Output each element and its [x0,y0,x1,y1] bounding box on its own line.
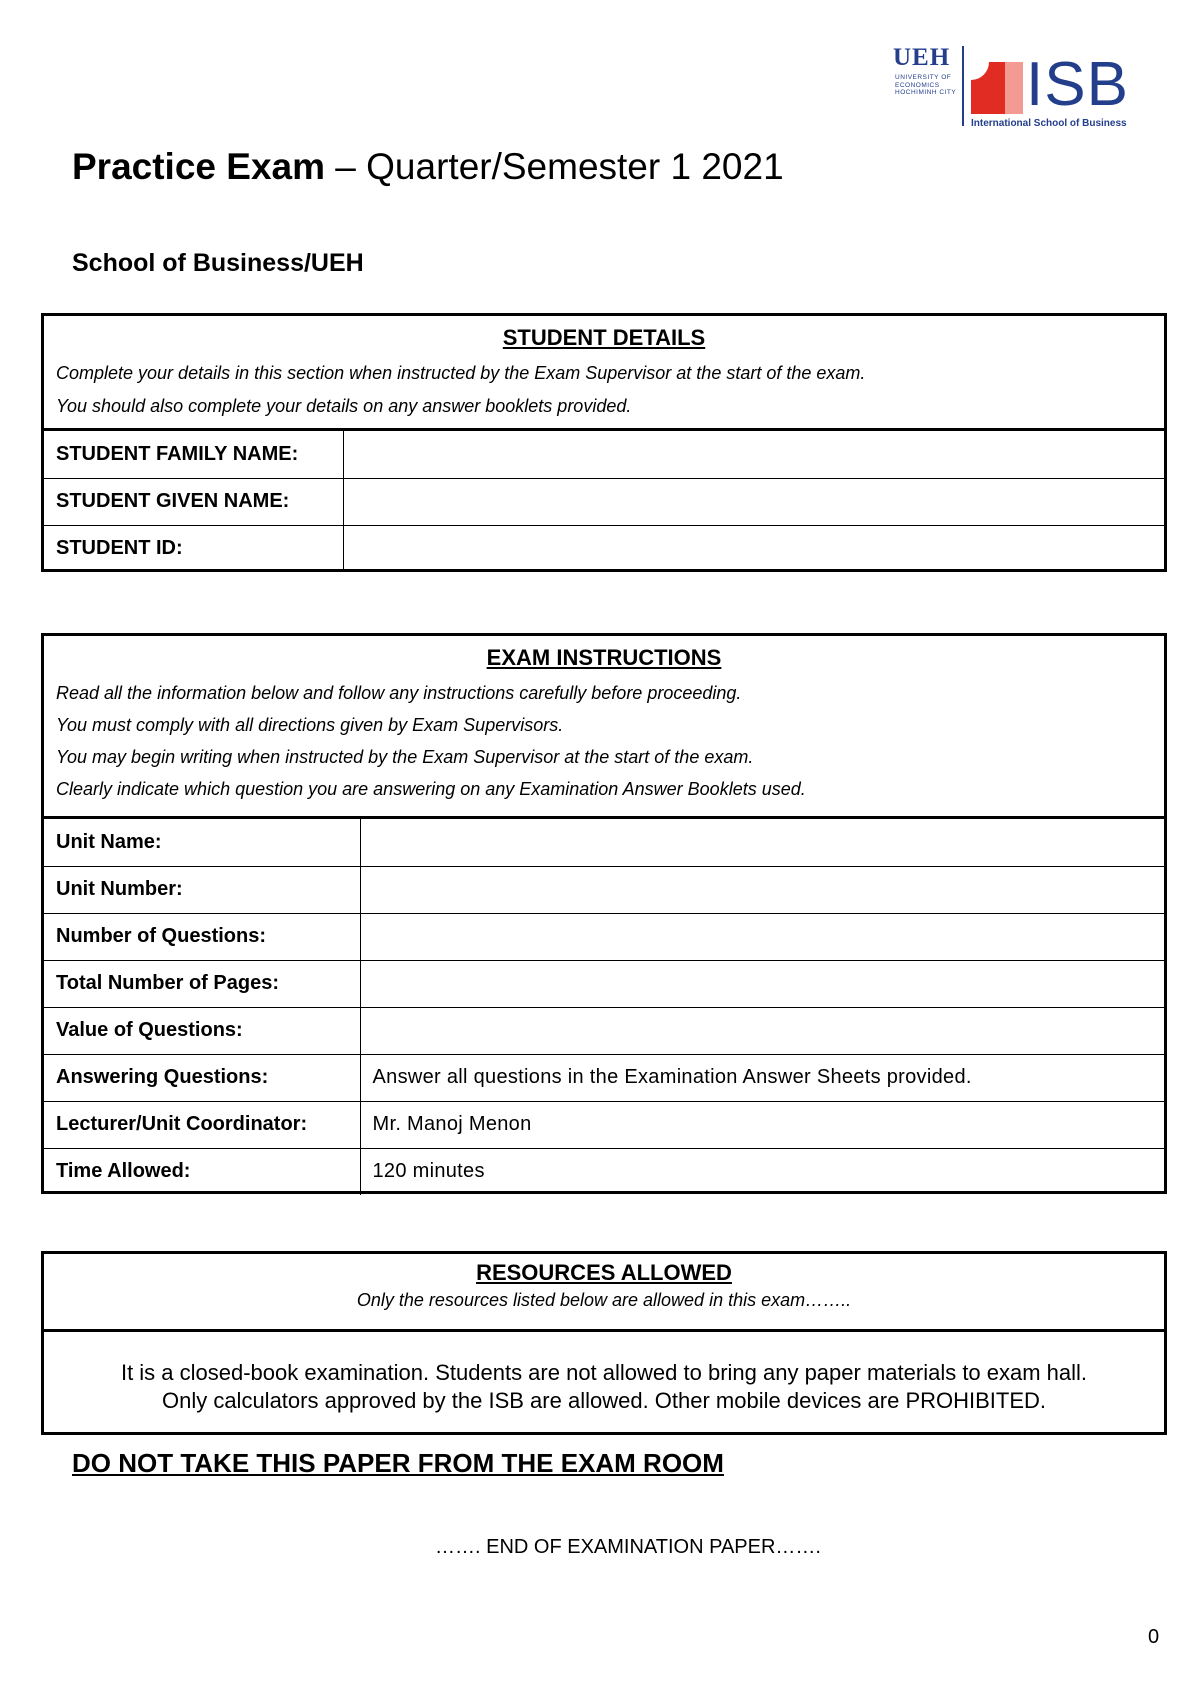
exam-instructions-header [44,636,1164,819]
field-label: STUDENT FAMILY NAME: [44,431,343,478]
logo-divider [962,46,964,126]
ueh-subtitle [895,74,959,97]
field-label: Unit Name: [44,819,360,866]
resources-line: Only calculators approved by the ISB are allowed. Other mobile devices are PROHIBITED. [161,1388,1047,1413]
end-of-paper: ……. END OF EXAMINATION PAPER……. [435,1536,821,1558]
title-bold: Practice Exam [72,146,326,187]
school-name: School of Business/UEH [72,249,364,277]
field-label: Answering Questions: [44,1054,360,1101]
ueh-subtitle-line: ECONOMICS [895,81,940,89]
student-family-name-field[interactable] [343,431,1164,478]
field-label: STUDENT GIVEN NAME: [44,478,343,525]
table-row [44,431,1164,478]
page-number: 0 [1148,1626,1160,1648]
field-label: Value of Questions: [44,1007,360,1054]
table-row [44,1101,1164,1148]
student-id-field[interactable] [343,525,1164,572]
number-of-questions-value[interactable] [360,913,1164,960]
unit-name-value[interactable] [360,819,1164,866]
isb-full-name: International School of Business [971,118,1127,129]
table-row [44,913,1164,960]
instruction-line: You may begin writing when instructed by the Exam Supervisor at the start of the exam. [56,747,754,767]
page-title [72,146,784,188]
field-label: Unit Number: [44,866,360,913]
section-heading: EXAM INSTRUCTIONS [486,645,722,670]
value-of-questions-value[interactable] [360,1007,1164,1054]
table-row [44,525,1164,572]
unit-number-value[interactable] [360,866,1164,913]
exam-info-table [44,819,1164,1195]
isb-mark-icon [971,62,1023,114]
title-rest: – Quarter/Semester 1 2021 [325,146,784,187]
instruction-line: Complete your details in this section when instructed by the Exam Supervisor at the start of the exam. [56,363,866,383]
table-row [44,1148,1164,1195]
lecturer-value: Mr. Manoj Menon [360,1101,1164,1148]
field-label: STUDENT ID: [44,525,343,572]
instruction-line: You must comply with all directions given by Exam Supervisors. [56,715,564,735]
section-heading: RESOURCES ALLOWED [476,1260,732,1285]
table-row [44,866,1164,913]
resources-line: It is a closed-book examination. Students are not allowed to bring any paper materials to exam hall. [120,1360,1088,1385]
student-given-name-field[interactable] [343,478,1164,525]
total-pages-value[interactable] [360,960,1164,1007]
isb-wordmark: ISB [1026,50,1129,119]
field-label: Lecturer/Unit Coordinator: [44,1101,360,1148]
resources-subtitle: Only the resources listed below are allowed in this exam…….. [356,1290,852,1310]
time-allowed-value: 120 minutes [360,1148,1164,1195]
field-label: Number of Questions: [44,913,360,960]
table-row [44,819,1164,866]
instruction-line: Read all the information below and follow any instructions carefully before proceeding. [56,683,742,703]
answering-questions-value: Answer all questions in the Examination Answer Sheets provided. [360,1054,1164,1101]
instruction-line: Clearly indicate which question you are answering on any Examination Answer Booklets used. [56,779,806,799]
resources-body [44,1332,1164,1415]
student-details-table [44,431,1164,572]
table-row [44,960,1164,1007]
resources-header [44,1254,1164,1332]
field-label: Time Allowed: [44,1148,360,1195]
table-row [44,478,1164,525]
exam-instructions-box [41,633,1167,1194]
student-details-box [41,313,1167,572]
table-row [44,1054,1164,1101]
resources-box [41,1251,1167,1435]
ueh-wordmark: UEH [893,44,951,71]
ueh-isb-logo [893,44,1133,134]
warning-heading: DO NOT TAKE THIS PAPER FROM THE EXAM ROOM [72,1448,724,1478]
table-row [44,1007,1164,1054]
field-label: Total Number of Pages: [44,960,360,1007]
ueh-subtitle-line: HOCHIMINH CITY [895,89,957,96]
section-heading: STUDENT DETAILS [502,325,706,350]
ueh-subtitle-line: UNIVERSITY OF [895,74,952,81]
instruction-line: You should also complete your details on any answer booklets provided. [56,396,632,416]
student-details-header [44,316,1164,431]
